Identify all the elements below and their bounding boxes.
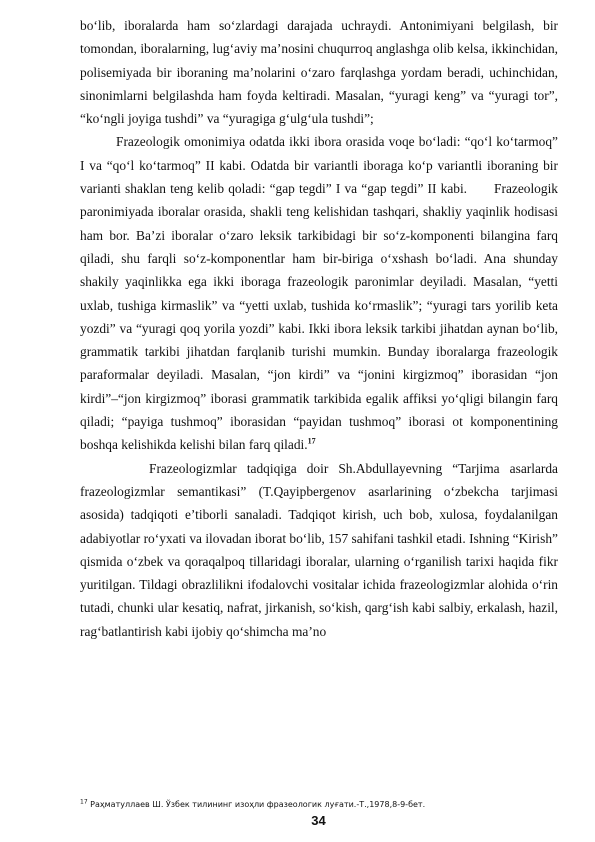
paragraph-2-variant: Odatda bir variantli iboraga ko‘p variantli iboraning bir varianti shaklan teng kelib qoladi: “gap tegdi” I va “gap tegdi” II kabi. bbox=[80, 157, 558, 197]
page-number: 34 bbox=[311, 813, 326, 828]
footnote bbox=[80, 800, 558, 810]
body-text bbox=[80, 14, 558, 643]
footnote-number: 17 bbox=[80, 798, 88, 806]
paragraph-2 bbox=[80, 130, 558, 456]
paragraph-3: Frazeologizmlar tadqiqiga doir Sh.Abdullayevning “Tarjima asarlarda frazeologizmlar semantikasi” (T.Qayipbergenov asarlarining o‘zbekcha tarjimasi asosida) tadqiqoti e’tiborli sanaladi. Tadqiqot kirish, uch bob, xulosa, foydalanilgan adabiyotlar ro‘yxati va ilovadan iborat bo‘lib, 157 sahifani tashkil etadi. Ishning “Kirish” qismida o‘zbek va qoraqalpoq tillaridagi iboralar, ularning o‘rganilish tarixi haqida fikr yuritilgan. Tildagi obrazlilikni ifodalovchi vositalar ichida frazeologizmlar alohida o‘rin tutadi, chunki ular kesatiq, nafrat, jirkanish, so‘kish, qarg‘ish kabi salbiy, erkalash, hazil, rag‘batlantirish kabi ijobiy qo‘shimcha ma’no bbox=[80, 460, 558, 639]
paragraph-2-paronimiya: Frazeologik paronimiyada iboralar orasida, shakli teng kelishidan tashqari, shakliy yaqinlik hodisasi ham bor. Ba’zi iboralar o‘zaro leksik tarkibidagi bir so‘z-komponenti bilangina farq qiladi, shu farqli so‘z-komponentlar ham bir-biriga o‘xshash bo‘ladi. Ana shunday shakily yaqinlikka ega ikki iboraga frazeologik paronimlar deyiladi. Masalan, “yetti uxlab, tushiga kirmaslik” va “yetti uxlab, tushida ko‘rmaslik”; “yuragi tars yorilib keta yozdi” va “yuragi qoq yorila yozdi” kabi. Ikki ibora leksik tarkibi jihatdan aynan bo‘lib, grammatik tarkibi jihatdan farqlanib turishi mumkin. Bunday iboralarga frazeologik paraformalar deyiladi. Masalan, “jon kirdi” va “jonini kirgizmoq” iborasidan “jon kirdi”–“jon kirgizmoq” iborasi grammatik tarkibida egalik affiksi yo‘qligi bilangin farq qiladi; “payiga tushmoq” iborasidan “payidan tushmoq” iborasi ot komponentining boshqa kelishikda kelishi bilan farq qiladi. bbox=[80, 181, 558, 453]
footnote-text: Раҳматуллаев Ш. Ўзбек тилининг изоҳли фразеологик луғати.-Т.,1978,8-9-бет. bbox=[87, 800, 426, 809]
paragraph-2-omonimiya: Frazeologik omonimiya odatda ikki ibora orasida voqe bo‘ladi: “qo‘l ko‘tarmoq” I va “qo‘l ko‘tarmoq” II kabi. bbox=[80, 134, 558, 173]
footnote-reference[interactable]: 17 bbox=[307, 436, 316, 446]
paragraph-1: bo‘lib, iboralarda ham so‘zlardagi darajada uchraydi. Antonimiyani belgilash, bir tomondan, iboralarning, lug‘aviy ma’nosini chuqurroq anglashga olib kelsa, ikkinchidan, polisemiyada bir iboraning ma’nolarini o‘zaro farqlashga yordam beradi, uchinchidan, sinonimlarni belgilashda ham foyda keltiradi. Masalan, “yuragi keng” va “yuragi tor”, “ko‘ngli joyiga tushdi” va “yuragiga g‘ulg‘ula tushdi”; bbox=[80, 18, 558, 127]
